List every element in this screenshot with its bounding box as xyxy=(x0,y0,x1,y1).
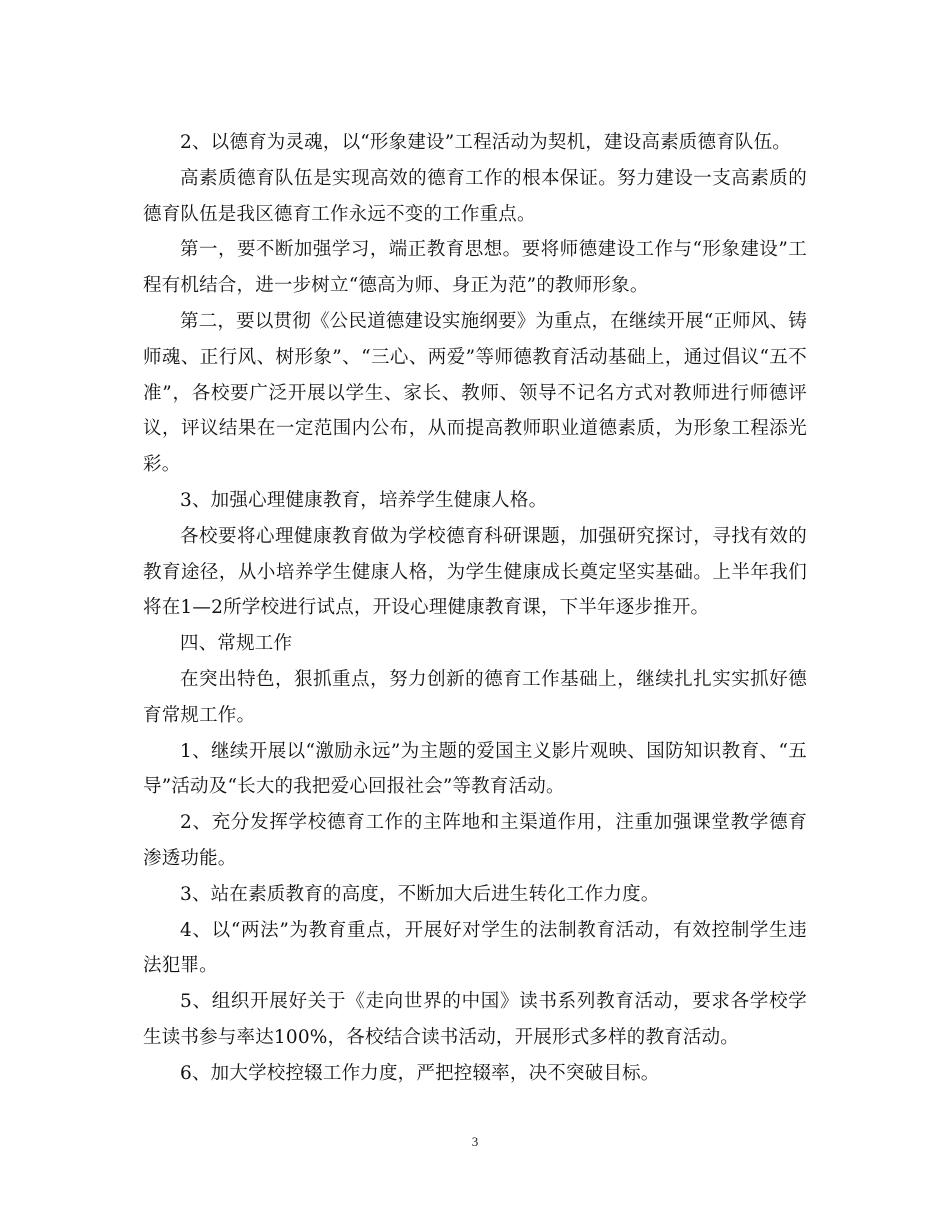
page-number: 3 xyxy=(471,1134,479,1149)
paragraph: 2、充分发挥学校德育工作的主阵地和主渠道作用，注重加强课堂教学德育渗透功能。 xyxy=(143,812,807,869)
paragraph: 2、以德育为灵魂，以“形象建设”工程活动为契机，建设高素质德育队伍。 xyxy=(180,132,791,153)
paragraph: 各校要将心理健康教育做为学校德育科研课题，加强研究探讨，寻找有效的教育途径，从小培养学生健康人格，为学生健康成长奠定坚实基础。上半年我们将在1—2所学校进行试点，开设心理健康教育课，下半年逐步推开。 xyxy=(143,525,807,619)
paragraph: 第一，要不断加强学习，端正教育思想。要将师德建设工作与“形象建设”工程有机结合，进一步树立“德高为师、身正为范”的教师形象。 xyxy=(143,239,807,297)
paragraph: 5、组织开展好关于《走向世界的中国》读书系列教育活动，要求各学校学生读书参与率达100%，各校结合读书活动，开展形式多样的教育活动。 xyxy=(143,991,807,1048)
paragraph: 在突出特色，狠抓重点，努力创新的德育工作基础上，继续扎扎实实抓好德育常规工作。 xyxy=(143,668,807,726)
section-heading: 四、常规工作 xyxy=(180,633,293,655)
paragraph: 4、以“两法”为教育重点，开展好对学生的法制教育活动，有效控制学生违法犯罪。 xyxy=(143,919,807,977)
paragraph: 3、加强心理健康教育，培养学生健康人格。 xyxy=(180,489,548,511)
paragraph: 3、站在素质教育的高度，不断加大后进生转化工作力度。 xyxy=(180,883,660,905)
document-body xyxy=(143,125,807,1092)
paragraph: 高素质德育队伍是实现高效的德育工作的根本保证。努力建设一支高素质的德育队伍是我区德育工作永远不变的工作重点。 xyxy=(143,167,807,225)
paragraph: 1、继续开展以“激励永远”为主题的爱国主义影片观映、国防知识教育、“五导”活动及“长大的我把爱心回报社会”等教育活动。 xyxy=(143,740,807,798)
paragraph: 第二，要以贯彻《公民道德建设实施纲要》为重点，在继续开展“正师风、铸师魂、正行风、树形象”、“三心、两爱”等师德教育活动基础上，通过倡议“五不准”，各校要广泛开展以学生、家长、教师、领导不记名方式对教师进行师德评议，评议结果在一定范围内公布，从而提高教师职业道德素质，为形象工程添光彩。 xyxy=(143,310,807,476)
paragraph: 6、加大学校控辍工作力度，严把控辍率，决不突破目标。 xyxy=(180,1062,660,1084)
